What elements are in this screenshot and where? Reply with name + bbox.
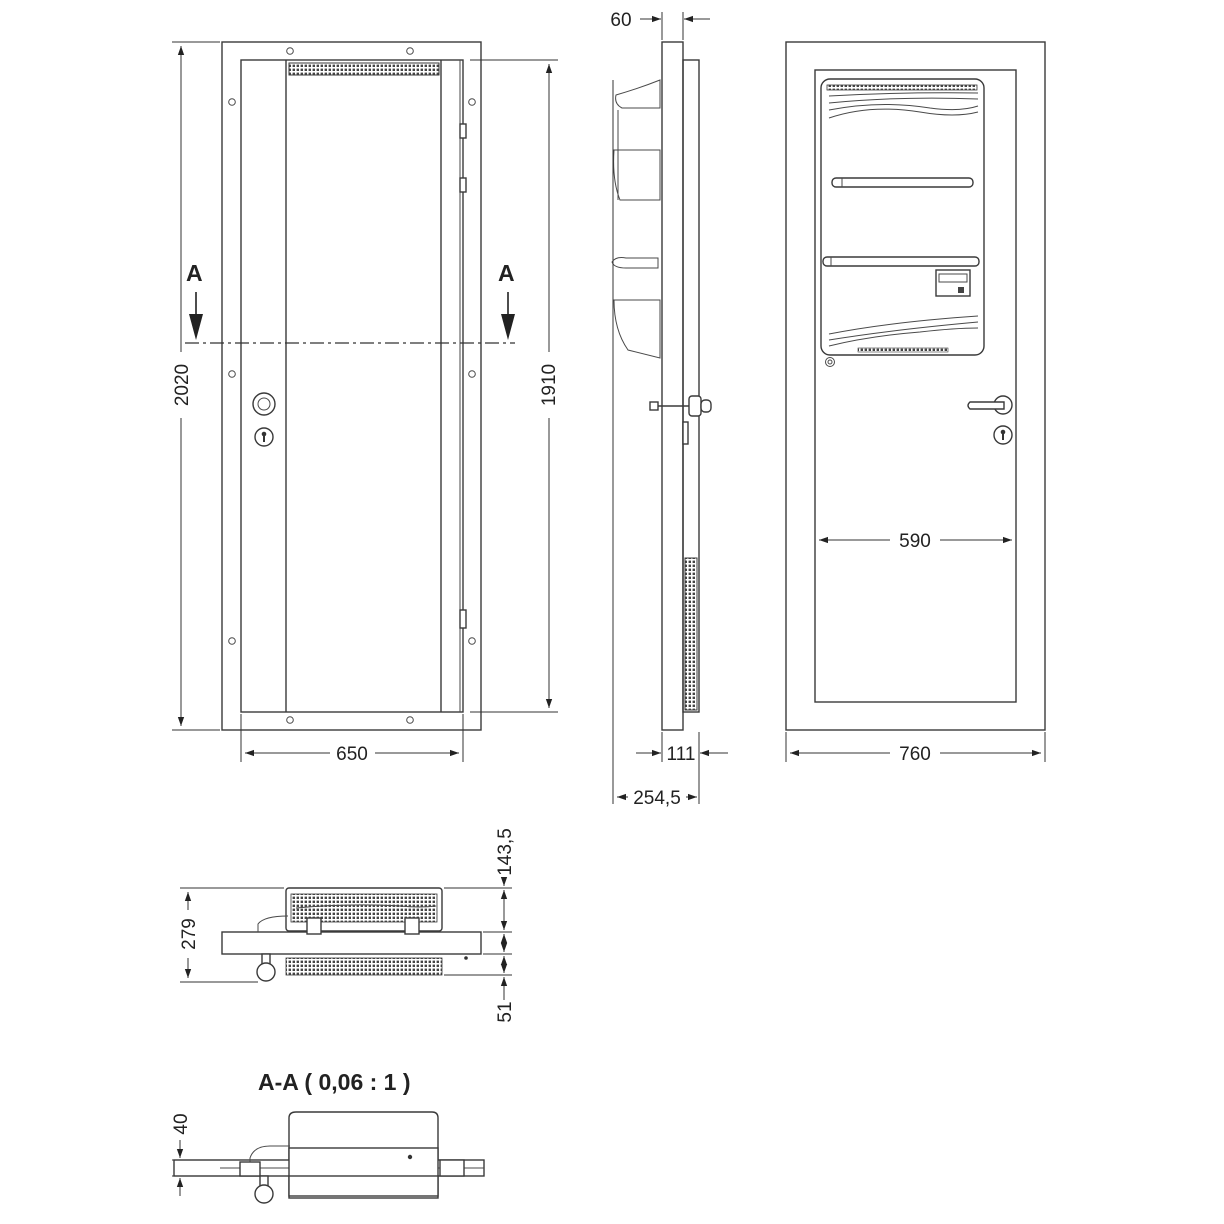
dim-label-40: 40 bbox=[171, 1113, 192, 1135]
back-keyhole-icon bbox=[994, 426, 1012, 444]
front-view bbox=[172, 42, 560, 765]
section-bracket-right bbox=[440, 1160, 464, 1176]
dim-side-top bbox=[610, 10, 710, 40]
front-keyhole-icon bbox=[255, 428, 273, 446]
side-handle bbox=[650, 396, 711, 444]
top-latch bbox=[258, 916, 288, 932]
back-lever-handle-icon bbox=[968, 396, 1012, 414]
dim-label-279: 279 bbox=[179, 918, 200, 950]
section-arrow-left bbox=[186, 260, 203, 340]
dim-section-depth bbox=[171, 1113, 220, 1196]
dim-front-height-total bbox=[172, 42, 220, 730]
dim-label-2020: 2020 bbox=[172, 363, 193, 407]
back-equipment-panel bbox=[821, 79, 984, 355]
back-top-grille bbox=[827, 85, 978, 118]
back-bar-lower bbox=[823, 257, 979, 266]
section-screw-dot bbox=[408, 1155, 412, 1159]
section-bracket-left bbox=[240, 1162, 260, 1176]
dim-back-total-width bbox=[786, 732, 1045, 765]
top-bracket-left bbox=[307, 918, 321, 934]
top-lower-grille bbox=[286, 958, 442, 975]
dim-back-inner-width bbox=[819, 531, 1012, 552]
dim-label-111: 111 bbox=[666, 744, 696, 765]
back-bottom-grille bbox=[829, 316, 978, 352]
back-small-knob-icon bbox=[826, 358, 835, 367]
top-view bbox=[179, 828, 516, 1022]
side-inner-profile bbox=[612, 80, 660, 358]
back-frame bbox=[786, 42, 1045, 730]
dim-top-right bbox=[444, 828, 516, 1022]
top-bracket-right bbox=[405, 918, 419, 934]
side-wall-frame bbox=[662, 42, 683, 730]
section-lower-grille-box bbox=[289, 1176, 438, 1196]
front-knob-icon bbox=[253, 393, 275, 415]
dim-label-590: 590 bbox=[899, 531, 931, 552]
dim-label-51: 51 bbox=[495, 1001, 516, 1023]
dim-label-254-5: 254,5 bbox=[633, 788, 681, 809]
section-knob-icon bbox=[255, 1176, 273, 1203]
dim-front-width bbox=[241, 714, 463, 765]
top-wall-slab bbox=[222, 932, 481, 954]
dim-front-height-inner bbox=[470, 60, 560, 712]
side-view bbox=[610, 10, 728, 809]
front-top-grille bbox=[289, 63, 439, 75]
front-frame bbox=[222, 42, 481, 730]
back-door-panel bbox=[815, 70, 1016, 702]
section-marker-left: A bbox=[186, 260, 203, 286]
back-view bbox=[786, 42, 1045, 765]
dim-label-143-5: 143,5 bbox=[495, 828, 516, 876]
back-bar-upper bbox=[832, 178, 973, 187]
section-title: A-A ( 0,06 : 1 ) bbox=[258, 1069, 411, 1095]
back-label-box bbox=[936, 270, 970, 296]
top-knob-icon bbox=[257, 954, 275, 981]
frame-screw-holes bbox=[229, 48, 476, 724]
side-vent-grille bbox=[685, 558, 697, 710]
dim-label-60: 60 bbox=[610, 10, 632, 31]
dim-label-1910: 1910 bbox=[539, 363, 560, 407]
top-screw-dot bbox=[464, 956, 468, 960]
dim-label-650: 650 bbox=[336, 744, 368, 765]
section-arrow-right bbox=[498, 260, 515, 340]
section-view bbox=[171, 1069, 484, 1203]
front-door-panel bbox=[241, 60, 463, 712]
dim-label-760: 760 bbox=[899, 744, 931, 765]
section-marker-right: A bbox=[498, 260, 515, 286]
